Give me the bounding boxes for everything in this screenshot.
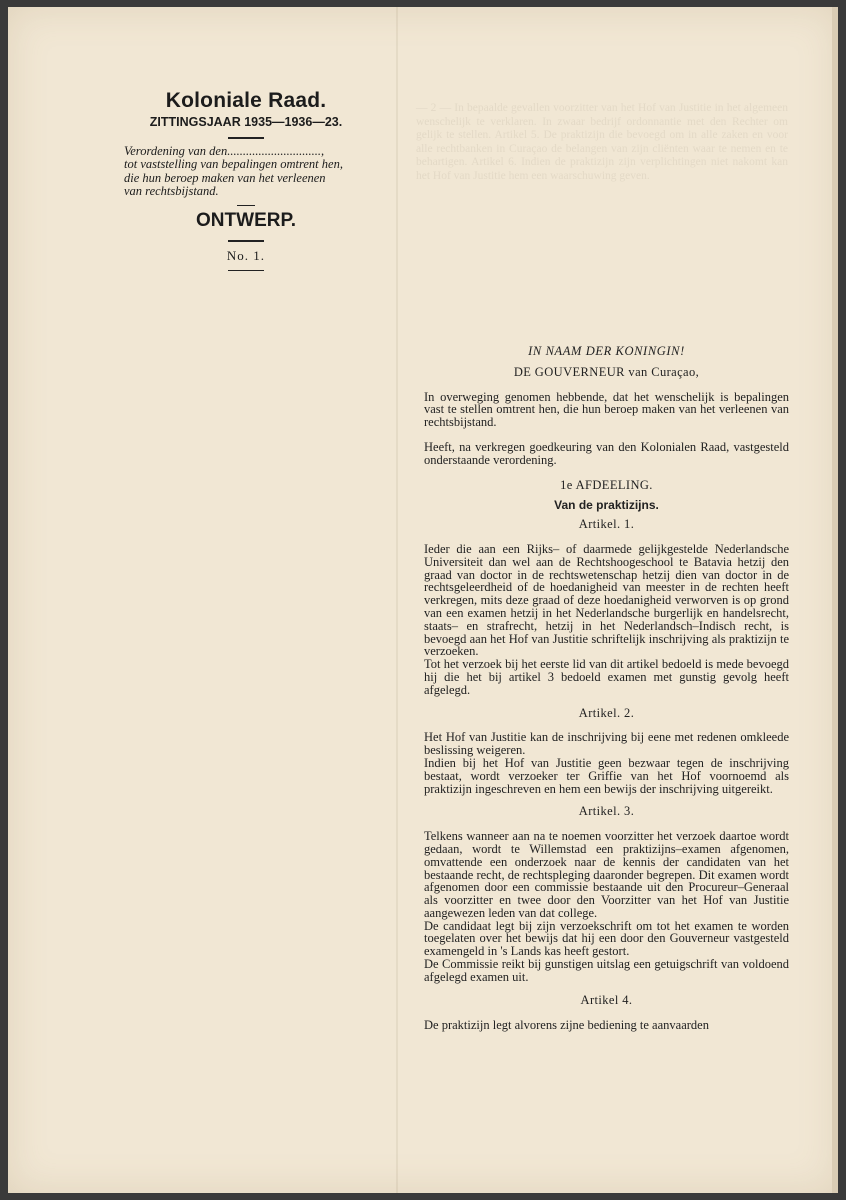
article-title: Artikel. 1. [578, 517, 635, 532]
show-through-text: — 2 — In bepaalde gevallen voorzitter van het Hof van Justitie in het algemeen wenschelijk te verklaren. In zwaar bedrijf ordonnantie met den Rechter om gelijk te stellen. Artikel 5. De praktizijn die bevoegd om in alle zaken en voor alle rechtbanken in Curaçao de belangen van zijn cliënten waar te nemen en te behartigen. Artikel 6. Indien de praktizijn zijn verplichtingen niet nakomt kan het Hof van Justitie hem een waarschuwing geven. [416, 102, 788, 182]
section-title: Van de praktizijns. [554, 498, 659, 513]
section-heading: 1e AFDEELING. [560, 477, 653, 492]
article-paragraph: Tot het verzoek bij het eerste lid van dit artikel bedoeld is mede bevoegd hij die het bij artikel 3 bedoeld examen met gunstig gevolg heeft afgelegd. [424, 657, 789, 697]
header-rule [228, 270, 264, 272]
draft-label: ONTWERP. [196, 210, 296, 231]
header-rule [228, 137, 264, 139]
article-paragraph: Indien bij het Hof van Justitie geen bezwaar tegen de inschrijving bestaat, wordt verzoeker ter Griffie van het Hof voornoemd als praktizijn ingeschreven en hem een bewijs der inschrijving uitgereikt. [424, 755, 789, 796]
page-fold [396, 7, 398, 1193]
article-paragraph: De candidaat legt bij zijn verzoekschrift om tot het examen te worden toegelaten over het bewijs dat hij een door den Gouverneur vastgesteld examengeld in 's Lands kas heeft gestort. [424, 918, 789, 959]
document-body [424, 345, 789, 1044]
page-edge [832, 7, 838, 1193]
header-rule [228, 240, 264, 242]
decree-line: van rechtsbijstand. [124, 184, 219, 198]
session-year: ZITTINGSJAAR 1935—1936—23. [149, 115, 343, 129]
preamble-considering: In overweging genomen hebbende, dat het wenschelijk is bepalingen vast te stellen omtrent hen, die hun beroep maken van het verleenen van rechtsbijstand. [424, 389, 789, 430]
article-paragraph: Het Hof van Justitie kan de inschrijving bij eene met redenen omkleede beslissing weigeren. [424, 730, 789, 758]
header-rule [237, 205, 255, 207]
decree-line: Verordening van den.............................., [124, 143, 325, 158]
article-paragraph: De praktizijn legt alvorens zijne bediening te aanvaarden [424, 1017, 709, 1032]
governor-line: DE GOUVERNEUR van Curaçao, [513, 364, 700, 379]
council-title: Koloniale Raad. [165, 89, 327, 112]
article-paragraph: Telkens wanneer aan na te noemen voorzitter het verzoek daartoe wordt gedaan, wordt te Willemstad een praktizijns–examen afgenomen, omvattende een onderzoek naar de kennis der candidaten van het bestaande recht, de rechtspleging daaronder begrepen. Dit examen wordt afgenomen door een commissie bestaande uit den Procureur–Generaal als voorzitter en twee door den Voorzitter van het Hof van Justitie aangewezen leden van dat college. [424, 829, 789, 920]
decree-line: tot vaststelling van bepalingen omtrent hen, [124, 157, 343, 171]
preamble-enacted: Heeft, na verkregen goedkeuring van den Kolonialen Raad, vastgesteld onderstaande verordening. [424, 439, 789, 467]
document-header [116, 89, 376, 277]
document-page [8, 7, 838, 1193]
article-paragraph: Ieder die aan een Rijks– of daarmede gelijkgestelde Nederlandsche Universiteit dan wel aan de Rechtshoogeschool te Batavia hetzij den graad van doctor in de rechtswetenschap hetzij dien van doctor in de rechtsgeleerdheid of de hoedanigheid van meester in de rechten heeft verkregen, mits deze graad of deze hoedanigheid verworven is op grond van een examen hetzij in het Nederlandsche burgerlijk en handelsrecht, staats– en strafrecht, hetzij in het Nederlandsch–Indisch recht, is bevoegd aan het Hof van Justitie schriftelijk inschrijving als praktizijn te verzoeken. [424, 541, 789, 659]
draft-number: No. 1. [226, 247, 266, 263]
decree-line: die hun beroep maken van het verleenen [124, 170, 326, 185]
article-title: Artikel 4. [580, 992, 633, 1007]
article-title: Artikel. 2. [578, 705, 635, 720]
invocation: IN NAAM DER KONINGIN! [528, 344, 685, 358]
article-title: Artikel. 3. [578, 804, 635, 819]
decree-title [116, 145, 376, 199]
article-paragraph: De Commissie reikt bij gunstigen uitslag een getuigschrift van voldoend afgelegd examen uit. [424, 957, 789, 984]
